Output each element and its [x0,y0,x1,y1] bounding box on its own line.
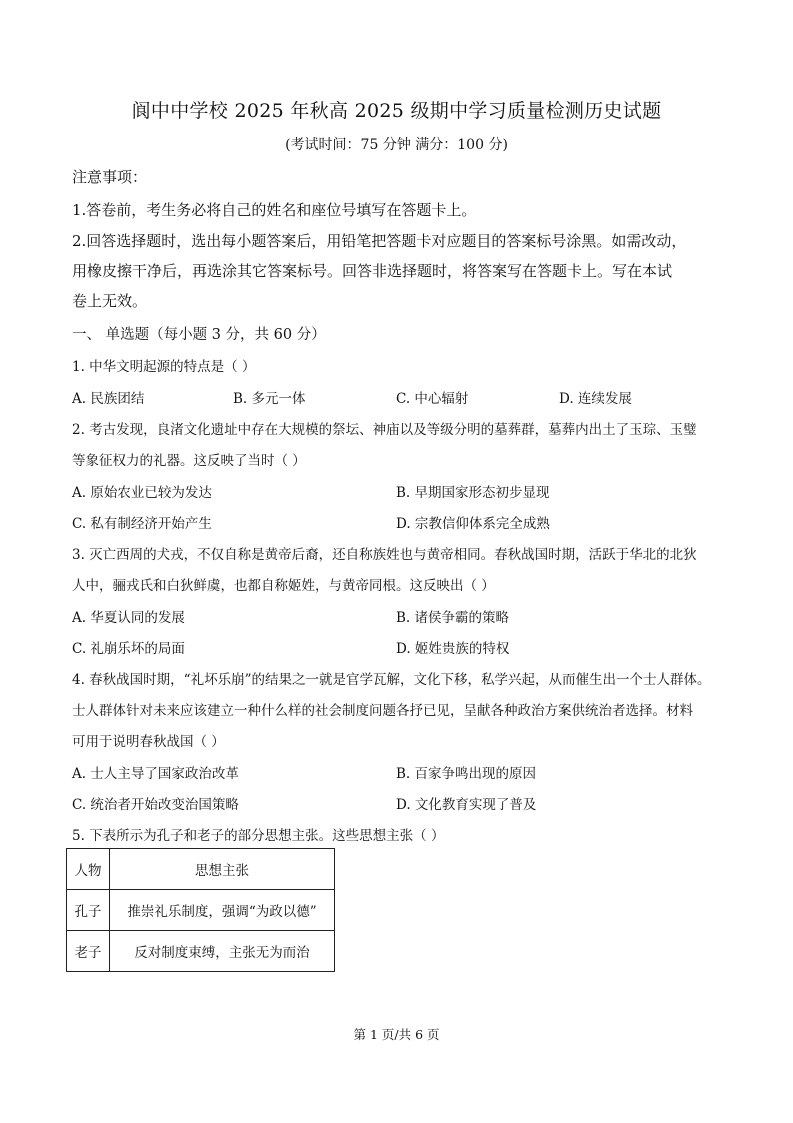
table-cell: 孔子 [67,890,110,931]
table-cell: 推崇礼乐制度，强调“为政以德” [110,890,335,931]
question-1-option-a: A. 民族团结 [72,391,145,407]
question-2-option-d: D. 宗教信仰体系完全成熟 [396,516,550,532]
table-header-cell: 思想主张 [110,849,335,890]
exam-title: 阆中中学校 2025 年秋高 2025 级期中学习质量检测历史试题 [131,100,662,122]
question-3-option-c: C. 礼崩乐坏的局面 [72,641,185,657]
question-3-stem-line-1: 3. 灭亡西周的犬戎，不仅自称是黄帝后裔，还自称族姓也与黄帝相同。春秋战国时期，活跃于华北的北狄 [72,547,697,563]
note-item-2-line-3: 卷上无效。 [72,292,148,310]
question-4-option-c: C. 统治者开始改变治国策略 [72,797,239,813]
question-4-stem-line-3: 可用于说明春秋战国（ ） [72,734,225,750]
question-3-stem-line-2: 人中，骊戎氏和白狄鲜虞，也都自称姬姓，与黄帝同根。这反映出（ ） [72,578,495,594]
question-1-stem: 1. 中华文明起源的特点是（ ） [72,359,256,375]
table-row [67,890,335,931]
note-item-1: 1.答卷前，考生务必将自己的姓名和座位号填写在答题卡上。 [72,201,477,219]
table-row [67,931,335,972]
question-3-option-a: A. 华夏认同的发展 [72,610,185,626]
question-1-option-b: B. 多元一体 [233,391,306,407]
question-2-option-c: C. 私有制经济开始产生 [72,516,212,532]
question-2-stem-line-1: 2. 考古发现，良渚文化遗址中存在大规模的祭坛、神庙以及等级分明的墓葬群，墓葬内出土了玉琮、玉璧 [72,422,697,438]
page-footer: 第 1 页/共 6 页 [353,1027,440,1042]
question-5-stem: 5. 下表所示为孔子和老子的部分思想主张。这些思想主张（ ） [72,828,445,844]
notes-heading: 注意事项： [72,168,148,186]
question-3-option-d: D. 姬姓贵族的特权 [396,641,510,657]
question-4-stem-line-1: 4. 春秋战国时期，“礼坏乐崩”的结果之一就是官学瓦解，文化下移，私学兴起，从而催生出一个士人群体。 [72,672,711,688]
note-item-2-line-1: 2.回答选择题时，选出每小题答案后，用铅笔把答题卡对应题目的答案标号涂黑。如需改动， [72,232,687,250]
thought-table [66,848,335,972]
question-2-stem-line-2: 等象征权力的礼器。这反映了当时（ ） [72,453,306,469]
question-4-stem-line-2: 士人群体针对未来应该建立一种什么样的社会制度问题各抒已见，呈献各种政治方案供统治者选择。材料 [72,703,693,719]
exam-subtitle: (考试时间：75 分钟 满分：100 分) [285,137,508,153]
question-2-option-a: A. 原始农业已较为发达 [72,485,212,501]
table-header-cell: 人物 [67,849,110,890]
question-4-option-a: A. 士人主导了国家政治改革 [72,766,239,782]
question-1-option-d: D. 连续发展 [559,391,632,407]
question-1-option-c: C. 中心辐射 [396,391,469,407]
table-cell: 老子 [67,931,110,972]
question-2-option-b: B. 早期国家形态初步显现 [396,485,550,501]
section-heading: 一、 单选题（每小题 3 分，共 60 分） [72,327,326,343]
question-4-option-b: B. 百家争鸣出现的原因 [396,766,537,782]
question-4-option-d: D. 文化教育实现了普及 [396,797,537,813]
table-header-row [67,849,335,890]
note-item-2-line-2: 用橡皮擦干净后，再选涂其它答案标号。回答非选择题时，将答案写在答题卡上。写在本试 [72,262,673,280]
table-cell: 反对制度束缚，主张无为而治 [110,931,335,972]
question-3-option-b: B. 诸侯争霸的策略 [396,610,510,626]
